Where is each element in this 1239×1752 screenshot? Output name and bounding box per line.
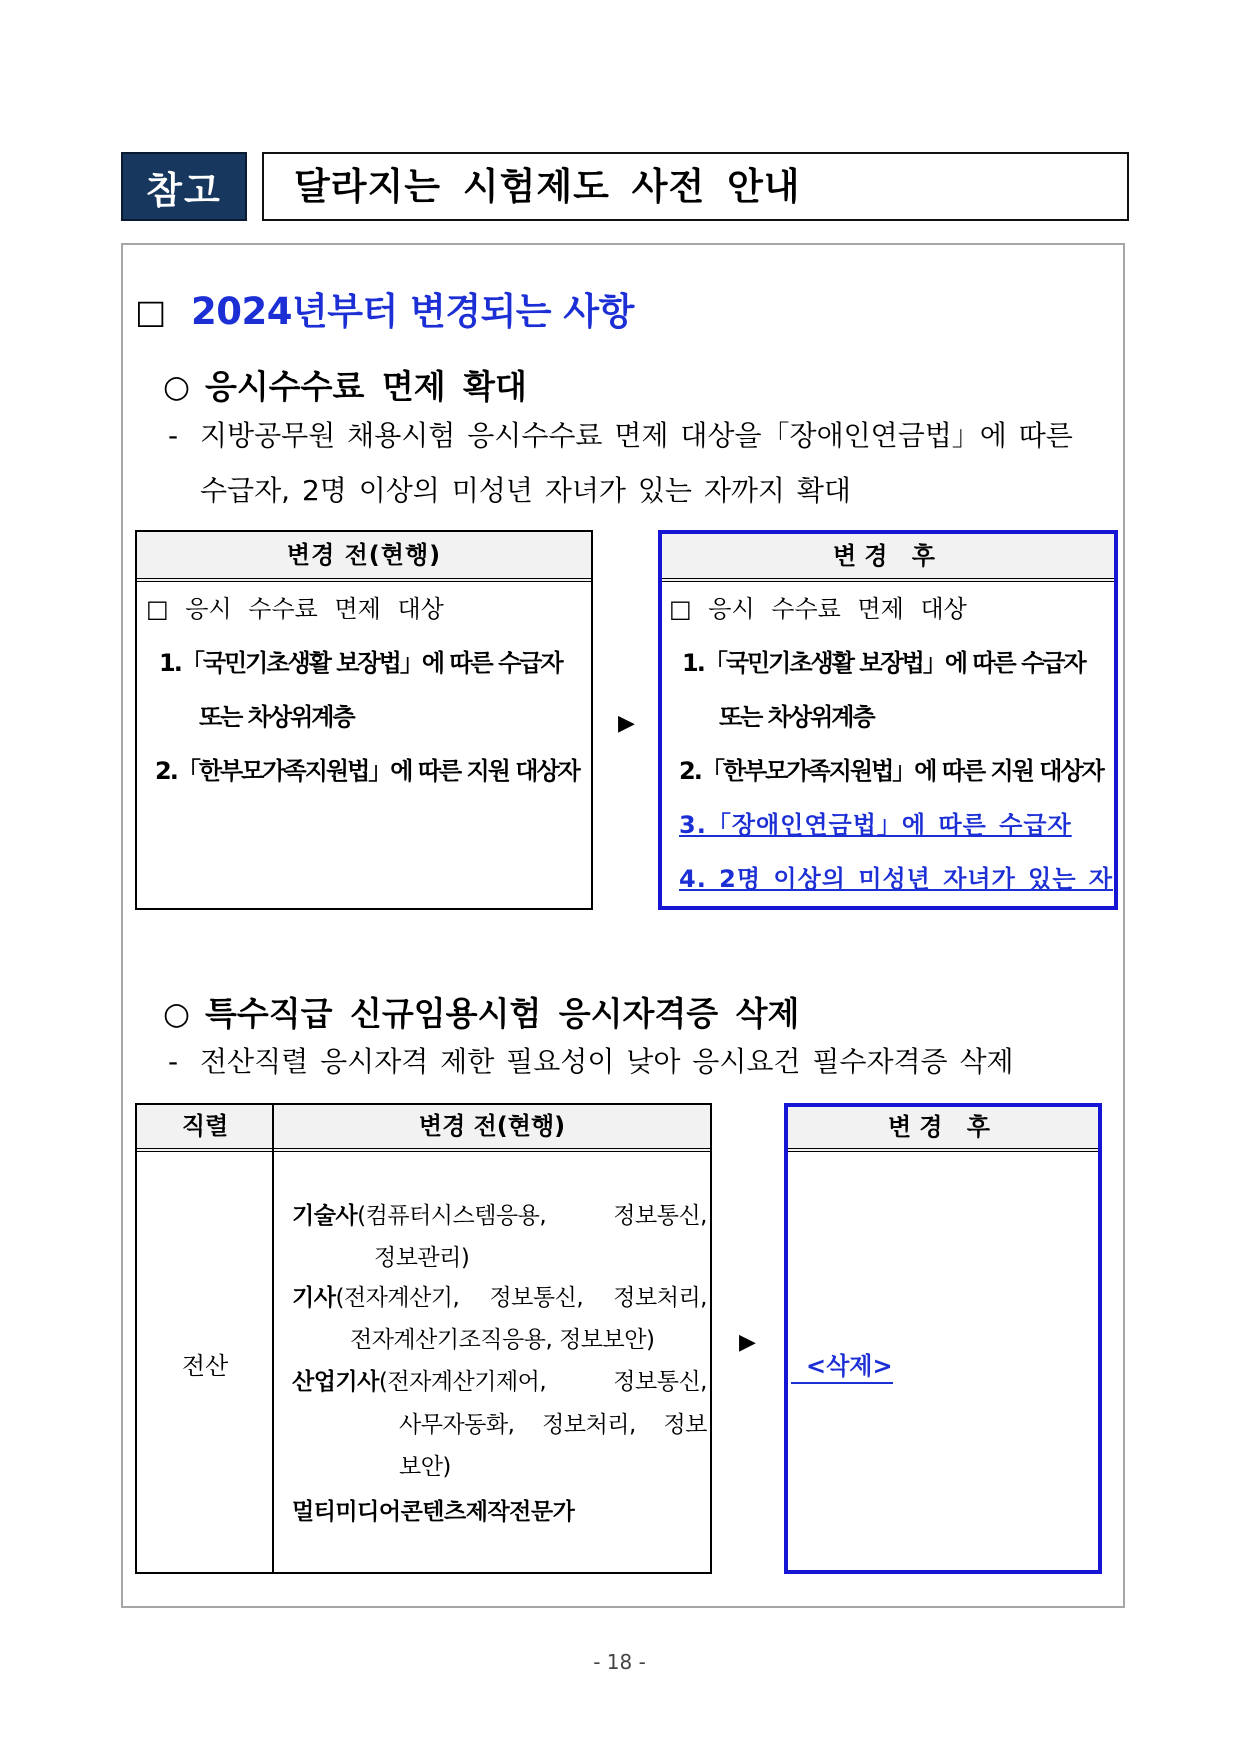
series-cell: 전산 [181,1352,229,1380]
reference-tag: 참고 [121,152,247,221]
table2-after [784,1103,1102,1574]
page-number: - 18 - [593,1650,646,1674]
table1-after-header: 변경 후 [662,534,1114,582]
qualification-line: 보안) [399,1454,451,1480]
item2-title: 특수직급 신규임용시험 응시자격증 삭제 [205,994,800,1033]
column-header-before: 변경 전(현행) [418,1112,566,1140]
table-row-new: 3.「장애인연금법」에 따른 수급자 [679,811,1072,839]
qualification-detail: (전자계산기제어, 정보통신, [378,1369,707,1395]
table2-after-header: 변경 후 [788,1107,1098,1152]
table1-after [658,530,1118,910]
qualification-term: 기사 [292,1285,336,1311]
qualification-line [292,1277,707,1319]
item2-desc-line: 전산직렬 응시자격 제한 필요성이 낮아 응시요건 필수자격증 삭제 [200,1045,1014,1078]
table-row: 또는 차상위계층 [199,703,354,731]
table1-before-header: 변경 전(현행) [137,532,591,582]
qualification-term: 산업기사 [292,1369,379,1395]
qualification-line [292,1195,707,1237]
section-title: 2024년부터 변경되는 사항 [191,290,634,333]
qualification-line [292,1361,707,1403]
item1-desc-line: 지방공무원 채용시험 응시수수료 면제 대상을「장애인연금법」에 따른 [200,419,1073,452]
table-row: □ 응시 수수료 면제 대상 [669,595,967,623]
item1-title: 응시수수료 면제 확대 [205,367,527,406]
right-arrow-icon: ▶ [618,711,635,736]
deleted-note: <삭제> [791,1350,893,1384]
qualification-term: 멀티미디어콘텐츠제작전문가 [292,1499,575,1525]
checkbox-bullet-icon: □ [135,292,167,331]
page-title: 달라지는 시험제도 사전 안내 [262,152,1129,221]
circle-bullet-icon: ○ [163,369,191,405]
qualification-line: 정보관리) [374,1245,470,1271]
table-row: 2.「한부모가족지원법」에 따른 지원 대상자 [679,757,1103,785]
table-row: 1.「국민기초생활 보장법」에 따른 수급자 [682,649,1085,677]
dash-bullet: - [168,419,179,452]
qualification-detail: (전자계산기, 정보통신, 정보처리, [335,1285,707,1311]
qualification-detail: (컴퓨터시스템응용, 정보통신, [357,1203,707,1229]
item1-desc-line: 수급자, 2명 이상의 미성년 자녀가 있는 자까지 확대 [200,474,851,507]
table2-before [135,1103,712,1574]
qualification-term: 기술사 [292,1203,358,1229]
table-row: □ 응시 수수료 면제 대상 [146,595,444,623]
table-row: 2.「한부모가족지원법」에 따른 지원 대상자 [155,757,579,785]
qualification-line: 사무자동화, 정보처리, 정보 [399,1412,707,1438]
table-row: 1.「국민기초생활 보장법」에 따른 수급자 [159,649,562,677]
qualification-line [292,1491,574,1533]
qualification-line: 전자계산기조직응용, 정보보안) [350,1327,655,1353]
table-row-new: 4. 2명 이상의 미성년 자녀가 있는 자 [679,865,1114,893]
table2-header [137,1105,710,1152]
column-header-series: 직렬 [181,1112,229,1140]
right-arrow-icon: ▶ [739,1330,756,1355]
dash-bullet: - [168,1045,179,1078]
table-row: 또는 차상위계층 [719,703,874,731]
table1-before [135,530,593,910]
column-divider [272,1105,274,1572]
circle-bullet-icon: ○ [163,996,191,1032]
